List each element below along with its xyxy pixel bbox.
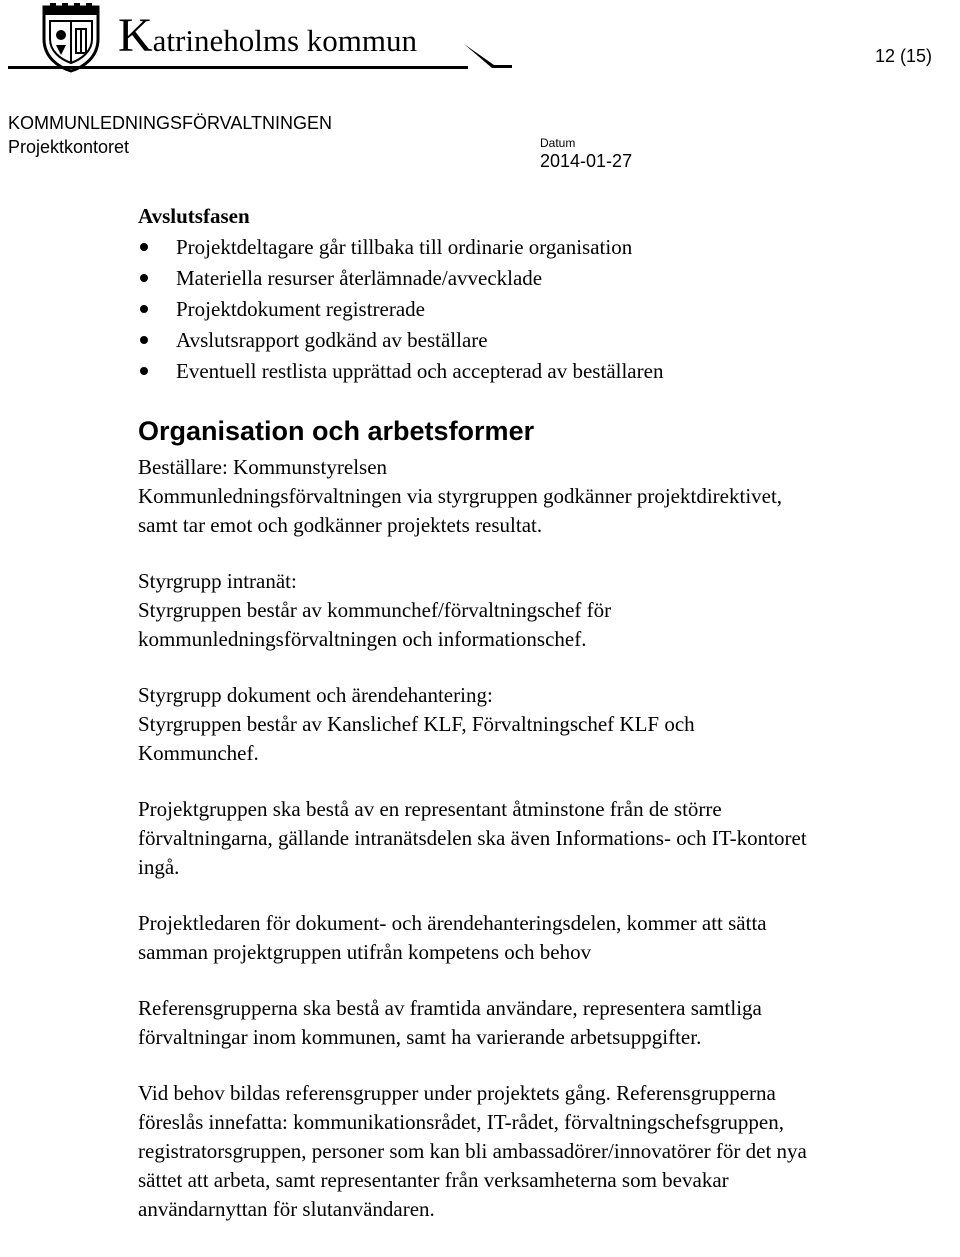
list-item: Avslutsrapport godkänd av beställare: [138, 325, 950, 356]
date-label: Datum: [540, 136, 576, 150]
intranet-steering-paragraph: Styrgrupp intranät: Styrgruppen består av kommunchef/förvaltningschef för kommunledningsförvaltningen och informationschef.: [138, 569, 612, 651]
list-item: Projektdeltagare går tillbaka till ordinarie organisation: [138, 232, 950, 263]
project-group-paragraph: Projektgruppen ska bestå av en representant åtminstone från de större förvaltningarna, gällande intranätsdelen ska även Informations- och IT-kontoret ingå.: [138, 797, 807, 879]
section-heading: Organisation och arbetsformer: [138, 416, 535, 446]
bullet-icon: [140, 336, 148, 344]
list-item: Projektdokument registrerade: [138, 294, 950, 325]
document-steering-paragraph: Styrgrupp dokument och ärendehantering: Styrgruppen består av Kanslichef KLF, Förvaltningschef KLF och Kommunchef.: [138, 683, 695, 765]
list-item: Materiella resurser återlämnade/avvecklade: [138, 263, 950, 294]
department-name: KOMMUNLEDNINGSFÖRVALTNINGEN: [8, 113, 333, 133]
municipality-name: Katrineholms kommun: [118, 9, 418, 62]
closing-phase-list: [138, 232, 950, 387]
document-body: [138, 200, 950, 1224]
project-leader-paragraph: Projektledaren för dokument- och ärendehanteringsdelen, kommer att sätta samman projektgruppen utifrån kompetens och behov: [138, 911, 767, 964]
client-paragraph: Beställare: Kommunstyrelsen Kommunledningsförvaltningen via styrgruppen godkänner projektdirektivet, samt tar emot och godkänner projektets resultat.: [138, 455, 783, 537]
office-name: Projektkontoret: [8, 137, 130, 157]
bullet-icon: [140, 367, 148, 375]
page-number: 12 (15): [874, 46, 932, 66]
closing-phase-heading: Avslutsfasen: [138, 204, 250, 228]
swoosh-icon: [462, 40, 514, 70]
date-value: 2014-01-27: [540, 151, 633, 171]
coat-of-arms-icon: [40, 3, 102, 73]
bullet-icon: [140, 305, 148, 313]
header-rule: [8, 66, 468, 69]
reference-groups-paragraph: Referensgrupperna ska bestå av framtida användare, representera samtliga förvaltningar inom kommunen, samt ha varierande arbetsuppgifter.: [138, 996, 762, 1049]
bullet-icon: [140, 243, 148, 251]
bullet-icon: [140, 274, 148, 282]
list-item: Eventuell restlista upprättad och accepterad av beställaren: [138, 356, 950, 387]
reference-groups-detail-paragraph: Vid behov bildas referensgrupper under projektets gång. Referensgrupperna föreslås innefatta: kommunikationsrådet, IT-rådet, förvaltningschefsgruppen, registratorsgruppen, personer som kan bli ambassadörer/innovatörer för det nya sättet att arbeta, samt representanter från verksamheterna som bevakar användarnyttan för slutanvändaren.: [138, 1081, 807, 1221]
department-block: [8, 111, 332, 159]
